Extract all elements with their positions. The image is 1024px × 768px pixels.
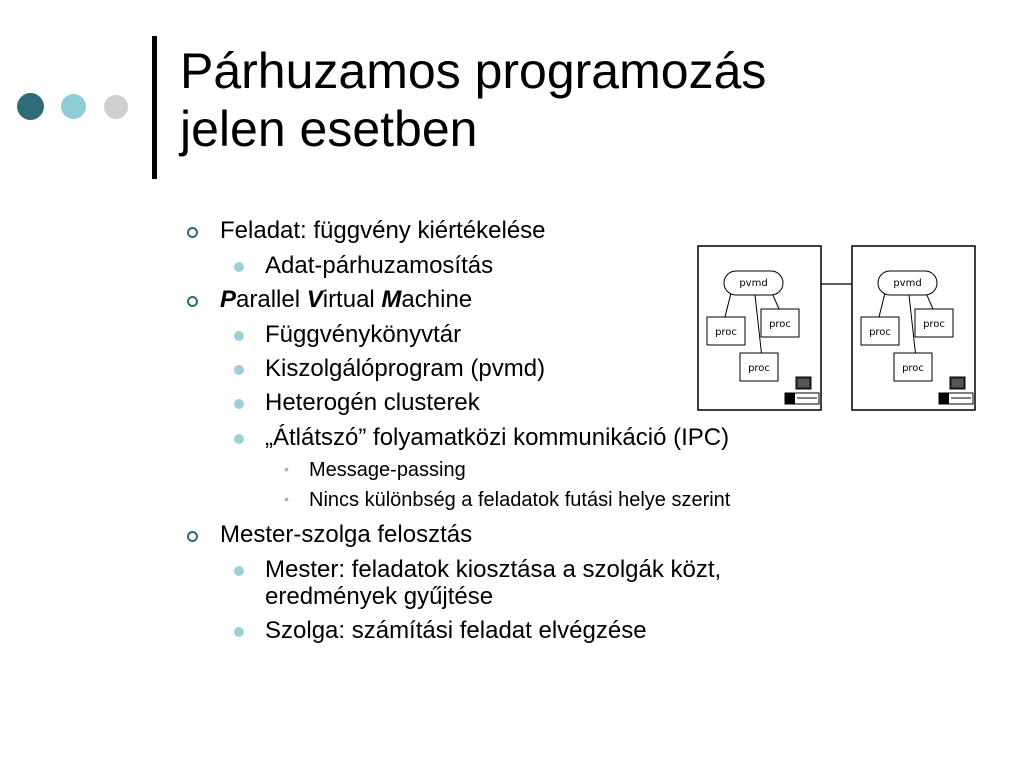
bullet-adat: Adat-párhuzamosítás: [265, 252, 494, 279]
bullet-dot: [234, 399, 244, 409]
bullet-dot: [234, 434, 244, 444]
pvm-p: P: [220, 286, 237, 313]
bullet-szolga: Szolga: számítási feladat elvégzése: [265, 617, 647, 644]
proc-label: proc: [715, 327, 737, 338]
pvm-diagram: [697, 245, 977, 412]
pvm-m: M: [381, 286, 402, 313]
proc-label: proc: [748, 363, 770, 374]
host-right: [852, 246, 975, 410]
bullet-dot: [234, 365, 244, 375]
proc-label: proc: [769, 319, 791, 330]
bullet-dot: [234, 262, 244, 272]
bullet-small: •: [284, 491, 289, 507]
pvm-v-rest: irtual: [322, 286, 382, 313]
bullet-heterogen: Heterogén clusterek: [265, 389, 480, 416]
bullet-dot: [234, 566, 244, 576]
host-left: [698, 246, 821, 410]
bullet-ring: [187, 296, 198, 307]
bullet-kiszolgalo: Kiszolgálóprogram (pvmd): [265, 355, 546, 382]
pvmd-label: pvmd: [739, 278, 768, 289]
title-line-2: jelen esetben: [180, 101, 478, 157]
decor-dot-dark: [17, 93, 44, 120]
bullet-mester-szolga: Mester-szolga felosztás: [220, 521, 473, 548]
pvm-m-rest: achine: [401, 286, 473, 313]
bullet-message-passing: Message-passing: [309, 459, 466, 481]
proc-label: proc: [902, 363, 924, 374]
bullet-pvm: [220, 285, 472, 315]
bullet-ring: [187, 531, 198, 542]
pvmd-label: pvmd: [893, 278, 922, 289]
decor-dot-light: [104, 95, 128, 119]
decor-dot-mid: [61, 94, 86, 119]
bullet-ring: [187, 227, 198, 238]
bullet-ipc: „Átlátszó” folyamatközi kommunikáció (IPC): [265, 424, 730, 451]
bullet-dot: [234, 627, 244, 637]
bullet-small: •: [284, 461, 289, 477]
bullet-fuggvenykonyvtar: Függvénykönyvtár: [265, 321, 462, 348]
slide-title: [180, 42, 766, 158]
proc-label: proc: [923, 319, 945, 330]
bullet-nincs-kulonbseg: Nincs különbség a feladatok futási helye szerint: [309, 489, 731, 511]
bullet-dot: [234, 331, 244, 341]
title-line-1: Párhuzamos programozás: [180, 43, 767, 99]
bullet-feladat: Feladat: függvény kiértékelése: [220, 217, 546, 244]
bullet-mester-cont: eredmények gyűjtése: [265, 583, 494, 610]
pvm-p-rest: arallel: [236, 286, 307, 313]
title-divider: [152, 36, 157, 179]
pvm-v: V: [306, 286, 323, 313]
bullet-mester: Mester: feladatok kiosztása a szolgák közt,: [265, 556, 722, 583]
proc-label: proc: [869, 327, 891, 338]
